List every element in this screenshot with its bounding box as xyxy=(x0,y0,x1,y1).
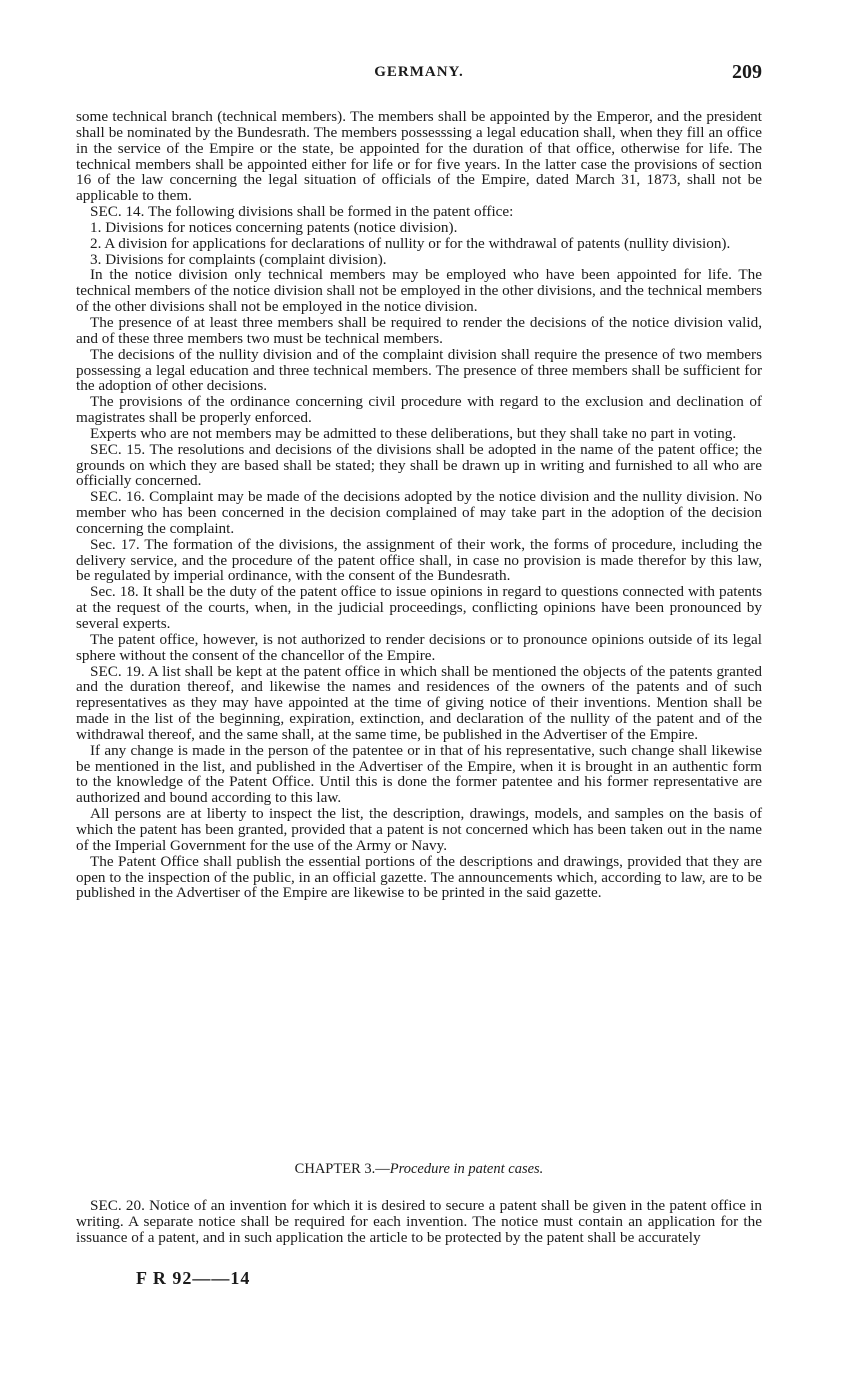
paragraph: In the notice division only technical members may be employed who have been appointed for life. The technical members of the notice division shall not be employed in the other divisions, and the technical members of the other divisions shall not be employed in the notice division. xyxy=(76,266,762,316)
paragraph: The provisions of the ordinance concerning civil procedure with regard to the exclusion and declination of magistrates shall be properly enforced. xyxy=(76,393,762,427)
list-item: 2. A division for applications for declarations of nullity or for the withdrawal of patents (nullity division). xyxy=(90,234,731,252)
paragraph: The decisions of the nullity division and of the complaint division shall require the presence of two members possessing a legal education and three technical members. The presence of three members shall be sufficient for the adoption of other decisions. xyxy=(76,345,762,395)
chapter-dash: — xyxy=(375,1161,390,1177)
running-head: GERMANY. xyxy=(374,64,464,80)
section-19: SEC. 19. A list shall be kept at the patent office in which shall be mentioned the objects of the patents granted and the duration thereof, and likewise the names and residences of the owners of the patents and of such representatives as they may have appointed at the time of giving notice of their inventions. Mention shall be made in the list of the beginning, expiration, extinction, and declaration of the nullity of the patent and of the withdrawal thereof, and the same shall, at the same time, be published in the Advertiser of the Empire. xyxy=(76,662,762,743)
paragraph: The Patent Office shall publish the essential portions of the descriptions and drawings, provided that they are open to the inspection of the public, in an official gazette. The announcements which, according to law, are to be published in the Advertiser of the Empire are likewise to be printed in the said gazette. xyxy=(76,852,762,902)
signature-mark: F R 92——14 xyxy=(136,1268,251,1288)
paragraph: All persons are at liberty to inspect the list, the description, drawings, models, and samples on the basis of which the patent has been granted, provided that a patent is not concerned which has been taken out in the name of the Imperial Government for the use of the Army or Navy. xyxy=(76,805,762,854)
paragraph: The presence of at least three members shall be required to render the decisions of the notice division valid, and of these three members two must be technical members. xyxy=(76,313,762,347)
page-header xyxy=(76,61,762,90)
chapter-label: CHAPTER 3. xyxy=(294,1161,376,1177)
body-text xyxy=(76,109,762,901)
list-item: 3. Divisions for complaints (complaint division). xyxy=(90,250,387,268)
list-item: 1. Divisions for notices concerning patents (notice division). xyxy=(90,218,458,236)
section-16: SEC. 16. Complaint may be made of the decisions adopted by the notice division and the nullity division. No member who has been concerned in the decision complained of may take part in the adoption of the decision concerning the complaint. xyxy=(76,488,762,537)
section-14: SEC. 14. The following divisions shall be formed in the patent office: xyxy=(90,203,514,221)
paragraph: If any change is made in the person of the patentee or in that of his representative, such change shall likewise be mentioned in the list, and published in the Advertiser of the Empire, when it is brought in an authentic form to the knowledge of the Patent Office. Until this is done the former patentee and his former representative are authorized and bound according to this law. xyxy=(76,741,762,807)
paragraph: Experts who are not members may be admitted to these deliberations, but they shall take no part in voting. xyxy=(90,424,737,442)
section-15: SEC. 15. The resolutions and decisions of the divisions shall be adopted in the name of the patent office; the grounds on which they are based shall be stated; they shall be drawn up in writing and furnished to all who are officially concerned. xyxy=(76,440,762,490)
section-17: Sec. 17. The formation of the divisions, the assignment of their work, the forms of procedure, including the delivery service, and the procedure of the patent office shall, in case no provision is made therefor by this law, be regulated by imperial ordinance, with the consent of the Bundesrath. xyxy=(76,535,762,585)
paragraph: The patent office, however, is not authorized to render decisions or to pronounce opinions outside of its legal sphere without the consent of the chancellor of the Empire. xyxy=(76,630,762,664)
section-20-block xyxy=(76,1198,762,1246)
chapter-title: Procedure in patent cases. xyxy=(389,1161,544,1177)
chapter-heading xyxy=(76,1161,762,1178)
section-20: SEC. 20. Notice of an invention for which it is desired to secure a patent shall be given in the patent office in writing. A separate notice shall be required for each invention. The notice must contain an application for the issuance of a patent, and in such application the article to be protected by the patent shall be accurately xyxy=(76,1197,762,1246)
page-number: 209 xyxy=(732,61,762,83)
paragraph: some technical branch (technical members). The members shall be appointed by the Emperor, and the president shall be nominated by the Bundesrath. The members possesssing a legal education shall, when they fill an office in the service of the Empire or the state, be appointed for the duration of that office, otherwise for life. The technical members shall be appointed either for life or for five years. In the latter case the provisions of section 16 of the law concerning the legal situation of officials of the Empire, dated March 31, 1873, shall not be applicable to them. xyxy=(76,108,762,205)
section-18: Sec. 18. It shall be the duty of the patent office to issue opinions in regard to questions connected with patents at the request of the courts, when, in the judicial proceedings, conflicting opinions have been pronounced by several experts. xyxy=(76,583,762,632)
